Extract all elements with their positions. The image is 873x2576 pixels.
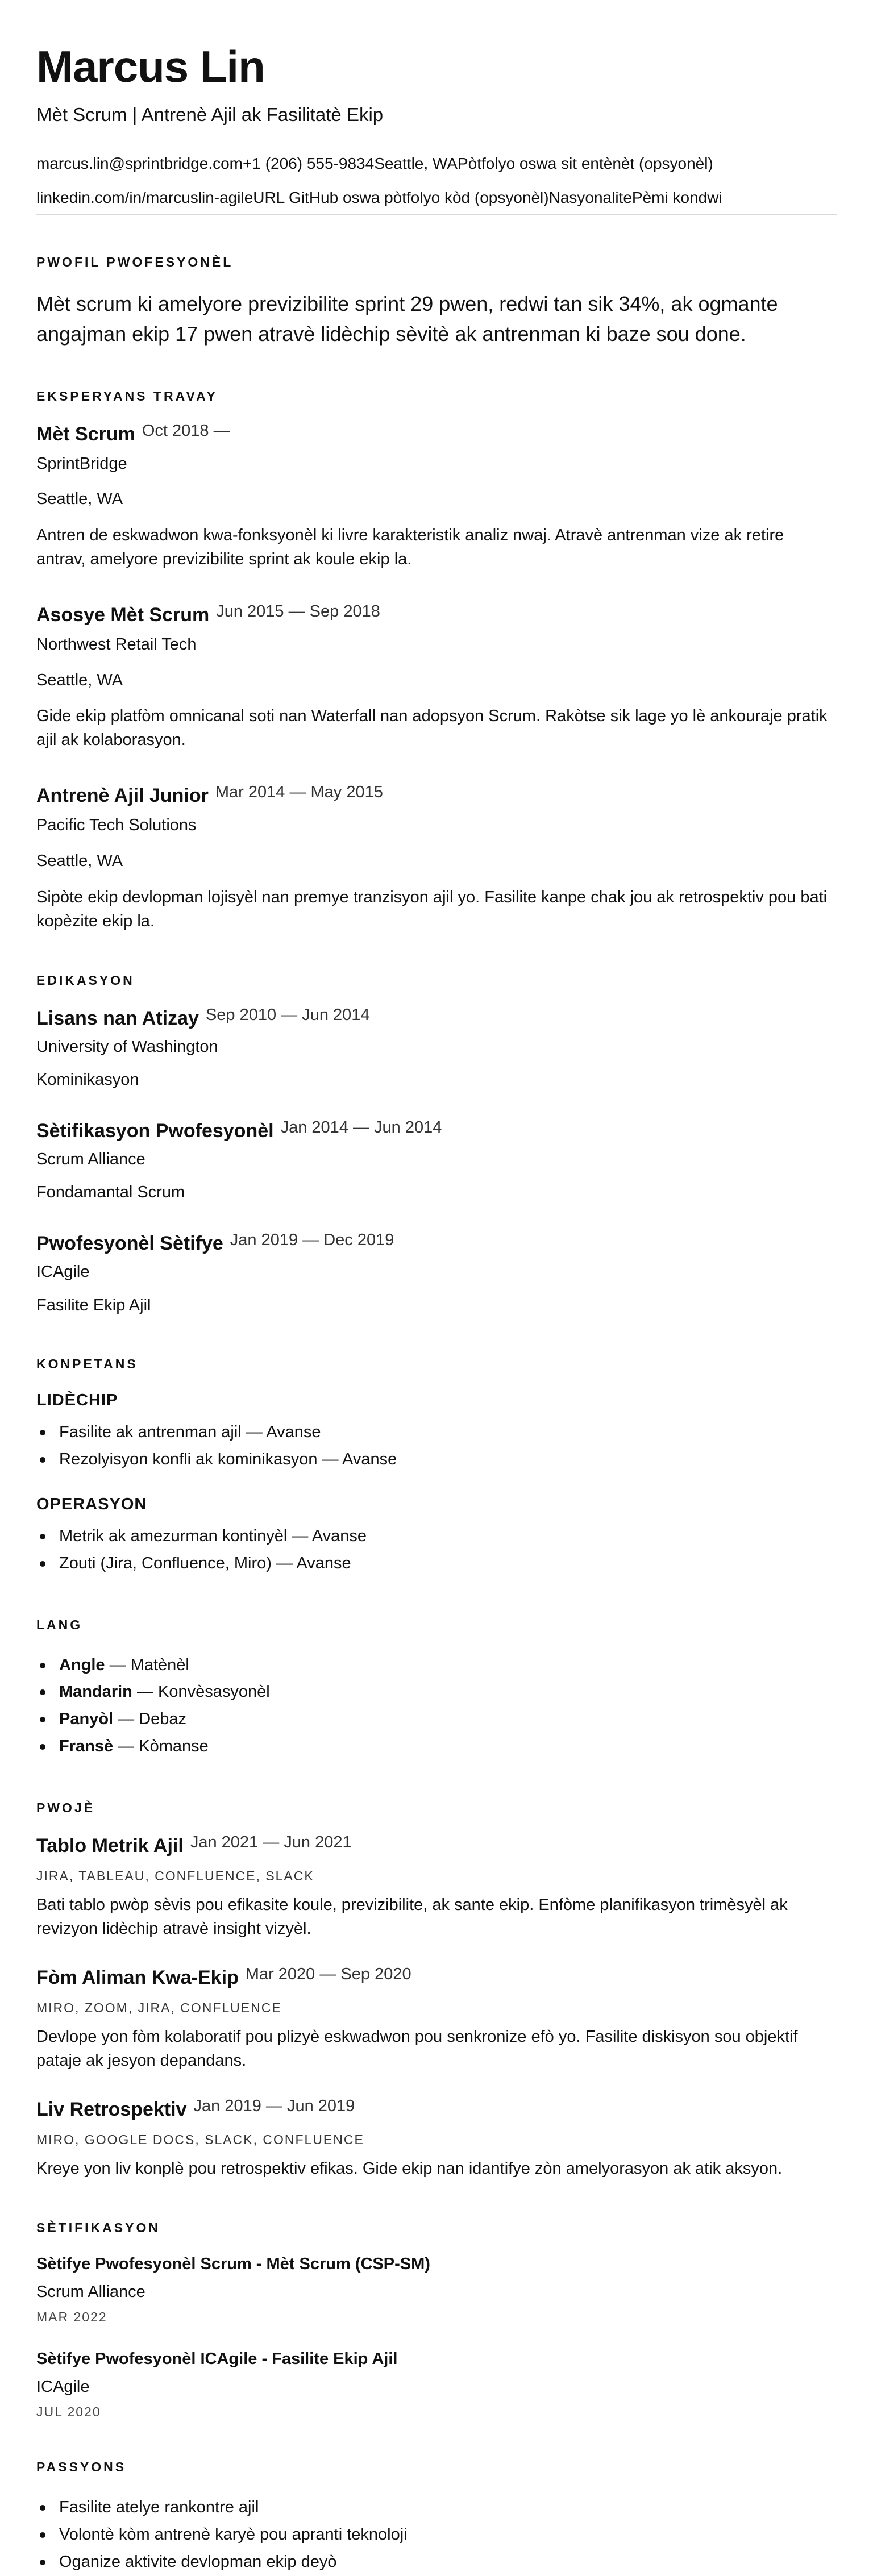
certifications-section xyxy=(36,2220,837,2420)
project-dates: Jan 2019 — Jun 2019 xyxy=(193,2097,355,2116)
skill-group xyxy=(36,1391,837,1474)
certification-entry xyxy=(36,2350,837,2420)
project-tags: MIRO, GOOGLE DOCS, SLACK, CONFLUENCE xyxy=(36,2132,364,2148)
project-description: Devlope yon fòm kolaboratif pou plizyè eskwadwon pou senkronize efò yo. Fasilite diskisyon sou objektif pataje ak jesyon depandans. xyxy=(36,2028,798,2070)
projects-section xyxy=(36,1800,837,2180)
job-location: Seattle, WA xyxy=(36,851,123,870)
language-item xyxy=(36,1733,837,1761)
section-title: PWOFIL PWOFESYONÈL xyxy=(36,255,234,270)
section-title: KONPETANS xyxy=(36,1356,138,1372)
certification-issuer: ICAgile xyxy=(36,2378,90,2396)
section-title: EKSPERYANS TRAVAY xyxy=(36,388,218,403)
certification-entry xyxy=(36,2255,837,2325)
language-level: — Kòmanse xyxy=(118,1737,209,1756)
nationality-field: Nasyonalite xyxy=(548,188,632,206)
education-entry xyxy=(36,1230,837,1317)
project-description: Kreye yon liv konplè pou retrospektiv efikas. Gide ekip nan idantifye zòn amelyorasyon ak atik aksyon. xyxy=(36,2159,783,2178)
certification-name: Sètifye Pwofesyonèl Scrum - Mèt Scrum (CSP-SM) xyxy=(36,2255,430,2274)
degree-title: Sètifikasyon Pwofesyonèl xyxy=(36,1120,274,1142)
section-title: PWOJÈ xyxy=(36,1800,95,1815)
language-item xyxy=(36,1706,837,1733)
education-dates: Jan 2019 — Dec 2019 xyxy=(230,1230,394,1249)
languages-section xyxy=(36,1617,837,1761)
job-title: Mèt Scrum xyxy=(36,423,135,445)
skill-list xyxy=(36,1419,837,1474)
drivers-license-field: Pèmi kondwi xyxy=(631,188,722,206)
job-dates: Oct 2018 — xyxy=(142,421,230,440)
skill-group-title: LIDÈCHIP xyxy=(36,1391,118,1410)
school-name: University of Washington xyxy=(36,1037,218,1056)
github-link[interactable]: URL GitHub oswa pòtfolyo kòd (opsyonèl) xyxy=(253,188,549,206)
degree-title: Pwofesyonèl Sètifye xyxy=(36,1232,223,1254)
section-title: LANG xyxy=(36,1617,83,1632)
entry-head xyxy=(36,1230,837,1255)
certification-name: Sètifye Pwofesyonèl ICAgile - Fasilite Ekip Ajil xyxy=(36,2350,398,2369)
job-dates: Jun 2015 — Sep 2018 xyxy=(216,602,380,621)
job-description: Sipòte ekip devlopman lojisyèl nan premye tranzisyon ajil yo. Fasilite kanpe chak jou ak retrospektiv pou bati kopèzite ekip la. xyxy=(36,888,828,930)
project-entry xyxy=(36,2099,837,2180)
skill-list xyxy=(36,1523,837,1578)
language-item xyxy=(36,1679,837,1706)
header-divider xyxy=(36,214,837,215)
interests-section xyxy=(36,2460,837,2576)
certification-date: JUL 2020 xyxy=(36,2404,101,2420)
job-description: Antren de eskwadwon kwa-fonksyonèl ki livre karakteristik analiz nwaj. Atravè antrenman vize ak retire antrav, amelyore previzibilite sprint ak koule ekip la. xyxy=(36,526,784,568)
language-name: Panyòl xyxy=(59,1710,114,1729)
links-line xyxy=(36,188,837,208)
skill-item: Rezolyisyon konfli ak kominikasyon — Avanse xyxy=(36,1446,837,1474)
project-entry xyxy=(36,1967,837,2073)
section-title: EDIKASYON xyxy=(36,972,135,988)
entry-head xyxy=(36,423,837,446)
language-list xyxy=(36,1652,837,1761)
language-level: — Matènèl xyxy=(109,1655,189,1674)
entry-head xyxy=(36,604,837,626)
linkedin-link[interactable]: linkedin.com/in/marcuslin-agile xyxy=(36,188,253,206)
education-section xyxy=(36,973,837,1317)
certification-date: MAR 2022 xyxy=(36,2309,107,2325)
language-level: — Debaz xyxy=(118,1710,187,1729)
job-location: Seattle, WA xyxy=(36,671,123,689)
project-tags: JIRA, TABLEAU, CONFLUENCE, SLACK xyxy=(36,1868,314,1883)
project-name: Tablo Metrik Ajil xyxy=(36,1834,184,1857)
experience-entry xyxy=(36,785,837,933)
job-description: Gide ekip platfòm omnicanal soti nan Waterfall nan adopsyon Scrum. Rakòtse sik lage yo lè ankouraje pratik ajil ak kolaborasyon. xyxy=(36,707,828,750)
summary-text: Mèt scrum ki amelyore previzibilite sprint 29 pwen, redwi tan sik 34%, ak ogmante angajman ekip 17 pwen atravè lidèchip sèvitè ak antrenman ki baze sou done. xyxy=(36,292,778,346)
language-name: Fransè xyxy=(59,1737,114,1756)
skill-group-title: OPERASYON xyxy=(36,1495,147,1513)
section-title: SÈTIFIKASYON xyxy=(36,2220,160,2236)
education-dates: Jan 2014 — Jun 2014 xyxy=(280,1118,442,1137)
certification-issuer: Scrum Alliance xyxy=(36,2283,146,2302)
entry-head xyxy=(36,785,837,807)
language-item xyxy=(36,1652,837,1679)
contact-email[interactable]: marcus.lin@sprintbridge.com xyxy=(36,154,243,172)
skills-section xyxy=(36,1356,837,1577)
school-name: ICAgile xyxy=(36,1262,90,1281)
project-entry xyxy=(36,1835,837,1941)
summary-section xyxy=(36,255,837,348)
project-dates: Mar 2020 — Sep 2020 xyxy=(245,1965,411,1983)
skill-item: Metrik ak amezurman kontinyèl — Avanse xyxy=(36,1523,837,1550)
contact-phone[interactable]: +1 (206) 555-9834 xyxy=(243,154,375,172)
job-title: Asosye Mèt Scrum xyxy=(36,604,210,626)
project-description: Bati tablo pwòp sèvis pou efikasite koule, previzibilite, ak sante ekip. Enfòme planifikasyon trimèsyèl ak revizyon lidèchip atravè insight vizyèl. xyxy=(36,1895,788,1938)
interest-item: Volontè kòm antrenè karyè pou apranti teknoloji xyxy=(36,2521,837,2549)
language-name: Angle xyxy=(59,1655,105,1674)
contact-line xyxy=(36,153,837,174)
interest-list xyxy=(36,2494,837,2576)
language-level: — Konvèsasyonèl xyxy=(136,1683,270,1701)
company-name: Pacific Tech Solutions xyxy=(36,816,197,835)
candidate-name: Marcus Lin xyxy=(36,41,265,91)
degree-title: Lisans nan Atizay xyxy=(36,1007,199,1029)
education-entry xyxy=(36,1120,837,1204)
entry-head xyxy=(36,1005,837,1030)
school-name: Scrum Alliance xyxy=(36,1150,146,1168)
skill-group xyxy=(36,1495,837,1578)
interest-item: Fasilite atelye rankontre ajil xyxy=(36,2494,837,2521)
entry-head xyxy=(36,1120,837,1142)
language-name: Mandarin xyxy=(59,1683,132,1701)
project-name: Liv Retrospektiv xyxy=(36,2099,187,2121)
job-location: Seattle, WA xyxy=(36,490,123,509)
field-of-study: Fasilite Ekip Ajil xyxy=(36,1296,151,1314)
company-name: SprintBridge xyxy=(36,454,127,473)
entry-head xyxy=(36,1967,837,1989)
resume-header xyxy=(36,41,837,215)
interest-item: Oganize aktivite devlopman ekip deyò xyxy=(36,2549,837,2576)
skill-item: Fasilite ak antrenman ajil — Avanse xyxy=(36,1419,837,1446)
company-name: Northwest Retail Tech xyxy=(36,635,197,654)
field-of-study: Fondamantal Scrum xyxy=(36,1183,185,1202)
experience-entry xyxy=(36,423,837,571)
section-title: PASSYONS xyxy=(36,2460,127,2475)
project-dates: Jan 2021 — Jun 2021 xyxy=(190,1833,352,1851)
job-dates: Mar 2014 — May 2015 xyxy=(215,783,383,802)
project-tags: MIRO, ZOOM, JIRA, CONFLUENCE xyxy=(36,2000,282,2015)
education-dates: Sep 2010 — Jun 2014 xyxy=(205,1005,370,1024)
contact-location: Seattle, WA xyxy=(374,154,458,172)
entry-head xyxy=(36,1835,837,1857)
field-of-study: Kominikasyon xyxy=(36,1071,139,1089)
experience-entry xyxy=(36,604,837,752)
candidate-headline: Mèt Scrum | Antrenè Ajil ak Fasilitatè Ekip xyxy=(36,104,384,125)
project-name: Fòm Aliman Kwa-Ekip xyxy=(36,1967,239,1988)
experience-section xyxy=(36,389,837,933)
contact-portfolio[interactable]: Pòtfolyo oswa sit entènèt (opsyonèl) xyxy=(457,154,713,172)
skill-item: Zouti (Jira, Confluence, Miro) — Avanse xyxy=(36,1550,837,1578)
education-entry xyxy=(36,1005,837,1092)
job-title: Antrenè Ajil Junior xyxy=(36,785,209,807)
entry-head xyxy=(36,2099,837,2121)
